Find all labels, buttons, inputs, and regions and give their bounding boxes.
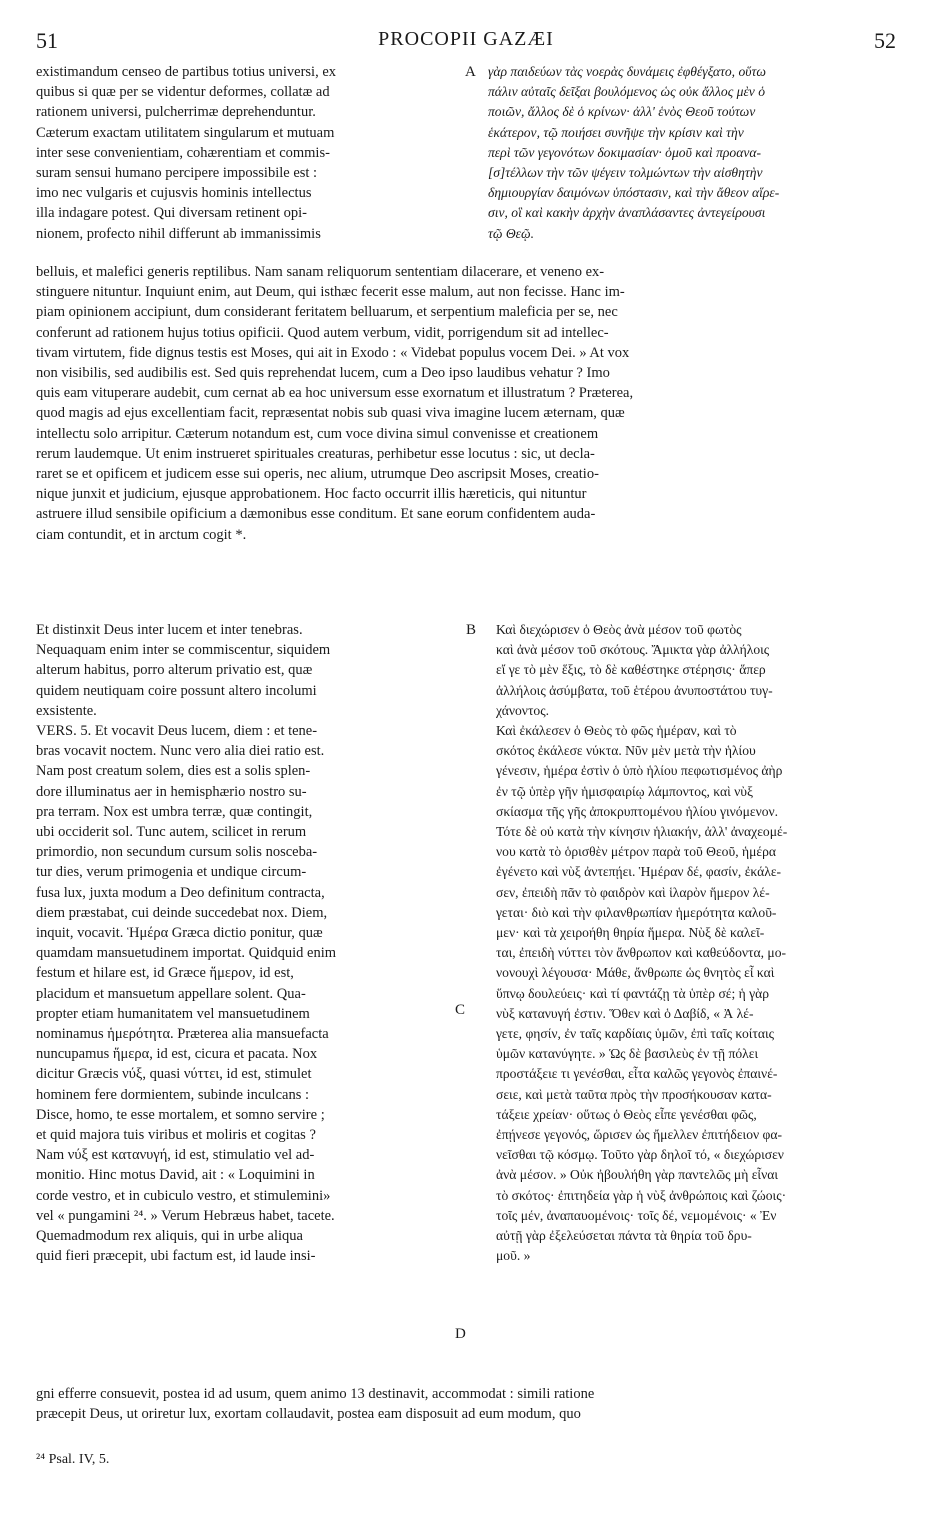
greek-column-top xyxy=(488,62,890,244)
text-line: Disce, homo, te esse mortalem, et somno servire ; xyxy=(36,1106,325,1123)
footnote: ²⁴ Psal. IV, 5. xyxy=(36,1452,110,1467)
text-line: monitio. Hinc motus David, ait : « Loquimini in xyxy=(36,1167,315,1184)
text-line: suram sensui humano percipere impossibile est : xyxy=(36,165,318,182)
text-line: piam opinionem accipiunt, dum considerant feritatem belluarum, et serpentium maleficia per se, nec xyxy=(36,304,618,321)
marker-a: A xyxy=(465,64,476,80)
text-line: quod magis ad ejus excellentiam facit, repræsentat nobis sub quasi viva imagine lucem æternam, quæ xyxy=(36,405,625,422)
latin-column-lower xyxy=(36,620,460,1267)
text-line: placidum et mansuetum appellare solent. Qua- xyxy=(36,985,306,1002)
text-line: præcepit Deus, ut oriretur lux, exortam collaudavit, postea eam disposuit ad eum modum, quo xyxy=(36,1406,581,1423)
greek-text-line: τάξειε χρείαν· οὕτως ὁ Θεὸς εἶπε γενέσθαι φῶς, xyxy=(496,1106,757,1122)
greek-text-line: προστάξειε τι γενέσθαι, εἶτα καλῶς γεγονὸς ἐπαινέ- xyxy=(496,1066,778,1082)
greek-text-line: γὰρ παιδεύων τὰς νοερὰς δυνάμεις ἐφθέγξατο, οὕτω xyxy=(488,64,766,79)
running-title: PROCOPII GAZÆI xyxy=(378,28,554,50)
text-line: rationem universi, pulcherrimæ deprehenduntur. xyxy=(36,104,316,121)
greek-text-line: σκίασμα τῆς γῆς ἀποκρυπτομένου ἡλίου γινόμενον. xyxy=(496,803,779,819)
text-line: quibus si quæ per se videntur deformes, collatæ ad xyxy=(36,84,330,101)
greek-text-line: ἐπῄνεσε γεγονός, ὥρισεν ὡς ἤμελλεν ἐπιτήδειον φα- xyxy=(496,1127,783,1143)
greek-text-line: Τότε δὲ οὐ κατὰ τὴν κίνησιν ἡλιακήν, ἀλλ' ἀναχεομέ- xyxy=(496,824,788,840)
text-line: tivam virtutem, fide dignus testis est Moses, qui ait in Exodo : « Videbat populus vocem Dei. » At vox xyxy=(36,344,630,361)
greek-text-line: ποιῶν, ἄλλος δὲ ὁ κρίνων· ἀλλ' ἑνὸς Θεοῦ τούτων xyxy=(488,104,756,120)
text-line: Cæterum exactam utilitatem singularum et mutuam xyxy=(36,124,335,141)
greek-text-line: τοῖς μέν, ἀναπαυομένοις· τοῖς δέ, νεμομένοις· « Ἐν xyxy=(496,1207,777,1223)
text-line: inquit, vocavit. Ἡμέρα Græca dictio ponitur, quæ xyxy=(36,925,323,942)
greek-text-line: ἐν τῷ ὑπὲρ γῆν ἡμισφαιρίῳ λάμποντος, καὶ νὺξ xyxy=(496,783,754,799)
greek-text-line: Καὶ ἐκάλεσεν ὁ Θεὸς τὸ φῶς ἡμέραν, καὶ τὸ xyxy=(496,723,737,739)
text-line: Quemadmodum rex aliquis, qui in urbe aliqua xyxy=(36,1228,303,1245)
greek-text-line: ἑκάτερον, τῷ ποιήσει συνῆψε τὴν κρίσιν καὶ τὴν xyxy=(488,124,744,140)
greek-text-line: νεῖσθαι τῷ κόσμῳ. Τοῦτο γὰρ δηλοῖ τό, « διεχώρισεν xyxy=(496,1147,784,1163)
text-line: conferunt ad rationem hujus totius opificii. Quod autem verbum, vidit, porrigendum sit ad intellec- xyxy=(36,324,609,341)
text-line: illa indagare potest. Qui diversam retinent opi- xyxy=(36,205,307,222)
text-line: rerum laudemque. Ut enim instrueret spirituales creaturas, perhibetur esse locutus : sic, ut decla- xyxy=(36,445,595,462)
text-line: vel « pungamini ²⁴. » Verum Hebræus habet, tacete. xyxy=(36,1207,335,1224)
text-line: nionem, profecto nihil differunt ab immanissimis xyxy=(36,225,321,242)
latin-column-top xyxy=(36,62,460,244)
text-line: Nequaquam enim inter se commiscentur, siquidem xyxy=(36,642,331,659)
text-line: gni efferre consuevit, postea id ad usum, quem animo 13 destinavit, accommodat : simili ratione xyxy=(36,1386,595,1402)
text-line: tur dies, verum primogenia et undique circum- xyxy=(36,864,307,881)
text-line: ciam contundit, et in arctum cogit *. xyxy=(36,526,247,543)
greek-text-line: πάλιν αὐταῖς δεῖξαι βουλόμενος ὡς οὐκ ἄλλος μὲν ὁ xyxy=(488,84,766,100)
text-line: festum et hilare est, id Græce ἥμερον, id est, xyxy=(36,965,294,982)
text-line: stinguere nituntur. Inquiunt enim, aut Deum, qui isthæc fecerit esse malum, aut non fecisse. Hanc im- xyxy=(36,284,625,301)
text-line: quis eam vituperare audebit, cum cernat ab ea hoc universum esse exornatum et illustratum ? Præterea, xyxy=(36,385,634,402)
text-line: Nam post creatum solem, dies est a solis splen- xyxy=(36,763,311,780)
greek-text-line: τὸ σκότος· ἐπιτηδεία γὰρ ἡ νὺξ ἀνθρώποις καὶ ζώοις· xyxy=(496,1187,787,1203)
latin-full-width-closing xyxy=(36,1384,892,1424)
greek-text-line: εἴ γε τὸ μὲν ἕξις, τὸ δὲ καθέστηκε στέρησις· ἅπερ xyxy=(496,662,766,678)
greek-text-line: γένεσιν, ἡμέρα ἐστὶν ὁ ὑπὸ ἡλίου πεφωτισμένος ἀὴρ xyxy=(496,763,783,779)
greek-text-line: ὑμῶν κατανύγητε. » Ὡς δὲ βασιλεὺς ἐν τῇ πόλει xyxy=(496,1046,759,1062)
text-line: belluis, et malefici generis reptilibus. Nam sanam reliquorum sententiam dilacerare, et veneno ex- xyxy=(36,264,605,280)
greek-text-line: νὺξ κατανυγή ἐστιν. Ὅθεν καὶ ὁ Δαβίδ, « Ἀ λέ- xyxy=(496,1005,754,1021)
greek-text-line: σιν, οἳ καὶ κακὴν ἀρχὴν ἀναπλάσαντες ἀντεγείρουσι xyxy=(488,205,766,221)
greek-column-lower xyxy=(496,620,890,1267)
page-number-right: 52 xyxy=(874,28,896,53)
greek-text-line: καὶ ἀνὰ μέσον τοῦ σκότους. Ἄμικτα γὰρ ἀλλήλοις xyxy=(496,642,770,658)
greek-text-line: σκότος ἐκάλεσε νύκτα. Νῦν μὲν μετὰ τὴν ἡλίου xyxy=(496,743,756,759)
text-line: quid fieri præcepit, ubi factum est, id laude insi- xyxy=(36,1248,316,1265)
text-line: fusa lux, juxta modum a Deo definitum contracta, xyxy=(36,884,325,901)
text-line: exsistente. xyxy=(36,702,97,719)
text-line: nique junxit et judicium, ejusque approbationem. Hoc facto occurrit illis hæreticis, qui nituntur xyxy=(36,486,587,503)
greek-text-line: γεται· διὸ καὶ τὴν φιλανθρωπίαν ἡμερότητα καλοῦ- xyxy=(496,904,777,920)
greek-text-line: [σ]τέλλων τὴν τῶν ψέγειν τολμώντων τὴν αἰσθητὴν xyxy=(488,165,763,181)
greek-text-line: νου κατὰ τὸ ὁρισθὲν μέτρον παρὰ τοῦ Θεοῦ, ἡμέρα xyxy=(496,844,777,860)
text-line: VERS. 5. Et vocavit Deus lucem, diem : et tene- xyxy=(36,723,318,740)
greek-text-line: σεν, ἐπειδὴ πᾶν τὸ φαιδρὸν καὶ ἱλαρὸν ἥμερον λέ- xyxy=(496,884,770,900)
text-line: Et distinxit Deus inter lucem et inter tenebras. xyxy=(36,622,303,638)
marker-c: C xyxy=(455,1002,466,1018)
text-line: corde vestro, et in cubiculo vestro, et stimulemini» xyxy=(36,1187,331,1204)
greek-text-line: ἐγένετο καὶ νὺξ ἀντεπῄει. Ἡμέραν δέ, φασίν, ἐκάλε- xyxy=(496,864,782,880)
page-header xyxy=(36,28,896,58)
text-line: pra terram. Nox est umbra terræ, quæ contingit, xyxy=(36,803,313,820)
marker-b: B xyxy=(466,622,477,638)
text-line: imo nec vulgaris et cujusvis hominis intellectus xyxy=(36,185,312,202)
text-line: nuncupamus ἥμερα, id est, cicura et pacata. Nox xyxy=(36,1046,318,1063)
text-line: dicitur Græcis νύξ, quasi νύττει, id est, stimulet xyxy=(36,1066,312,1083)
greek-text-line: μεν· καὶ τὰ χειροήθη θηρία ἥμερα. Νὺξ δὲ καλεῖ- xyxy=(496,925,765,941)
text-line: ubi occiderit sol. Tunc autem, scilicet in rerum xyxy=(36,824,307,841)
text-line: inter sese convenientiam, cohærentiam et commis- xyxy=(36,144,330,161)
text-line: raret se et opificem et judicem esse sui operis, nec alium, utrumque Deo ascripsit Moses, creatio- xyxy=(36,466,599,483)
greek-text-line: γετε, φησίν, ἐν ταῖς καρδίαις ὑμῶν, ἐπὶ ταῖς κοίταις xyxy=(496,1026,775,1042)
greek-text-line: ἀνὰ μέσον. » Οὐκ ἠβουλήθη γὰρ παντελῶς μὴ εἶναι xyxy=(496,1167,779,1183)
greek-text-line: τῷ Θεῷ. xyxy=(488,225,535,241)
text-line: bras vocavit noctem. Nunc vero alia diei ratio est. xyxy=(36,743,325,760)
marker-d: D xyxy=(455,1326,466,1342)
greek-text-line: χάνοντος. xyxy=(496,702,549,718)
page-number-left: 51 xyxy=(36,28,58,53)
text-line: astruere illud sensibile opificium a dæmonibus esse conditum. Et sane eorum confidentem auda- xyxy=(36,506,596,523)
greek-text-line: ται, ἐπειδὴ νύττει τὸν ἄνθρωπον καὶ καθεύδοντα, μο- xyxy=(496,945,787,961)
text-line: alterum habitus, porro alterum privatio est, quæ xyxy=(36,662,313,679)
greek-text-line: Καὶ διεχώρισεν ὁ Θεὸς ἀνὰ μέσον τοῦ φωτὸς xyxy=(496,622,742,637)
greek-text-line: δημιουργίαν δαιμόνων ὑπόστασιν, καὶ τὴν ἄθεον αἵρε- xyxy=(488,185,780,201)
text-line: quamdam mansuetudinem importat. Quidquid enim xyxy=(36,945,337,962)
text-line: et quid majora tuis viribus et moliris et cogitas ? xyxy=(36,1127,316,1144)
text-line: intellectu solo arripitur. Cæterum notandum est, cum voce divina simul convenisse et creationem xyxy=(36,425,599,442)
text-line: Nam νύξ est κατανυγή, id est, stimulatio vel ad- xyxy=(36,1147,315,1164)
text-line: primordio, non secundum cursum solis nosceba- xyxy=(36,844,318,861)
text-line: nominamus ἡμερότητα. Præterea alia mansuefacta xyxy=(36,1026,329,1043)
greek-text-line: μοῦ. » xyxy=(496,1248,531,1264)
text-line: propter etiam humanitatem vel mansuetudinem xyxy=(36,1005,310,1022)
text-line: existimandum censeo de partibus totius universi, ex xyxy=(36,64,337,80)
text-line: diem præstabat, cui deinde succedebat nox. Diem, xyxy=(36,904,328,921)
latin-full-width-text xyxy=(36,262,892,545)
greek-text-line: νονουχὶ λέγουσα· Μάθε, ἄνθρωπε ὡς θνητὸς εἶ καὶ xyxy=(496,965,775,981)
text-line: quidem neutiquam coire possunt altero incolumi xyxy=(36,682,317,699)
text-line: dore illuminatus aer in hemisphærio nostro su- xyxy=(36,783,307,800)
greek-text-line: αὐτῇ γὰρ ἐξελεύσεται πάντα τὰ θηρία τοῦ δρυ- xyxy=(496,1228,752,1244)
greek-text-line: ὕπνῳ δουλεύεις· καὶ τί φαντάζῃ τὰ ὑπὲρ σέ; ἡ γὰρ xyxy=(496,985,770,1001)
text-line: hominem fere dormientem, subinde inculcans : xyxy=(36,1086,310,1103)
text-line: non visibilis, sed audibilis est. Sed quis reprehendat lucem, cum a Deo ipso laudibus vehatur ? Imo xyxy=(36,365,610,382)
greek-text-line: ἀλλήλοις ἀσύμβατα, τοῦ ἑτέρου ἀνυποστάτου τυγ- xyxy=(496,682,773,698)
greek-text-line: περὶ τῶν γεγονότων δοκιμασίαν· ὁμοῦ καὶ προανα- xyxy=(488,144,762,160)
greek-text-line: σειε, καὶ μετὰ ταῦτα πρὸς τὴν προσήκουσαν κατα- xyxy=(496,1086,772,1102)
